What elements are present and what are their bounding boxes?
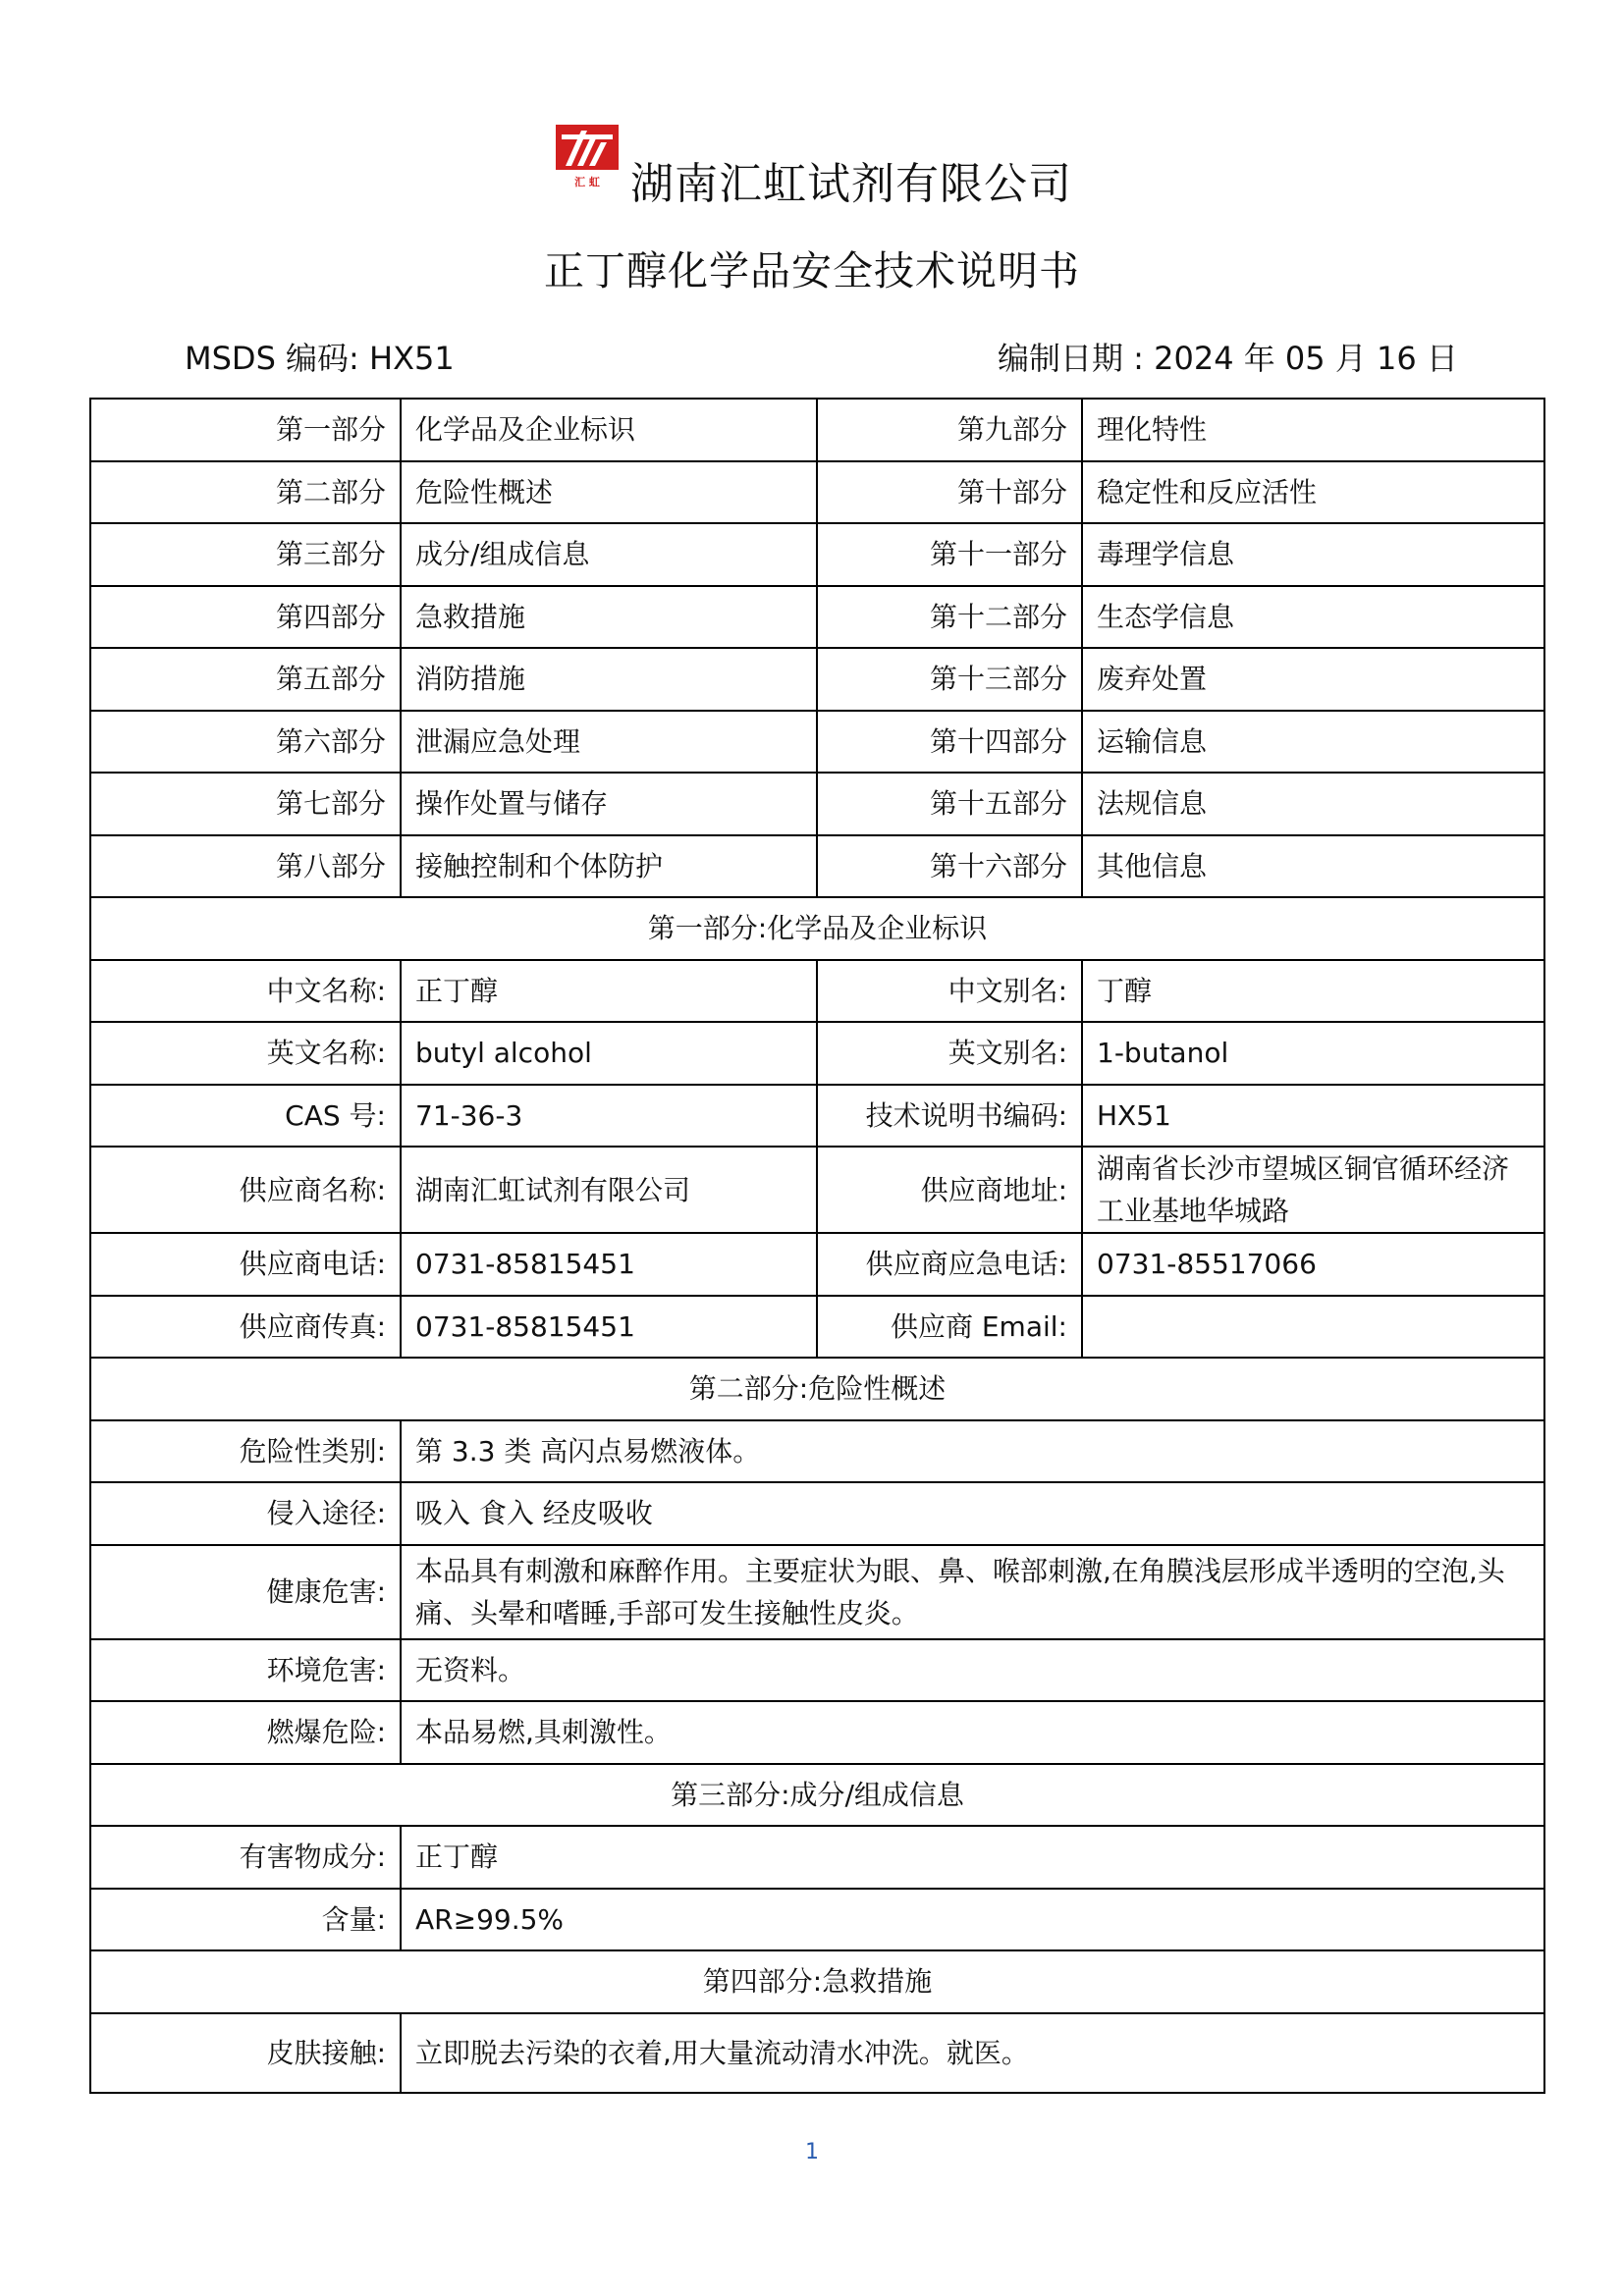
field-value: 0731-85815451	[401, 1233, 817, 1296]
toc-title: 运输信息	[1082, 711, 1544, 774]
toc-row	[90, 586, 1544, 649]
field-label: 危险性类别:	[90, 1420, 401, 1483]
field-value: HX51	[1082, 1085, 1544, 1148]
field-label: 供应商 Email:	[817, 1296, 1082, 1359]
toc-part: 第十六部分	[817, 835, 1082, 898]
field-label: 技术说明书编码:	[817, 1085, 1082, 1148]
toc-part: 第二部分	[90, 461, 401, 524]
info-row	[90, 1085, 1544, 1148]
toc-row	[90, 773, 1544, 835]
toc-part: 第八部分	[90, 835, 401, 898]
field-value: butyl alcohol	[401, 1022, 817, 1085]
toc-part: 第三部分	[90, 523, 401, 586]
field-value: 71-36-3	[401, 1085, 817, 1148]
field-label: 供应商应急电话:	[817, 1233, 1082, 1296]
field-value: AR≥99.5%	[401, 1889, 1544, 1951]
section-heading-row	[90, 1764, 1544, 1827]
section3-heading: 第三部分:成分/组成信息	[90, 1764, 1544, 1827]
toc-title: 操作处置与储存	[401, 773, 817, 835]
field-value: 立即脱去污染的衣着,用大量流动清水冲洗。就医。	[401, 2013, 1544, 2093]
toc-title: 法规信息	[1082, 773, 1544, 835]
field-value: 本品易燃,具刺激性。	[401, 1701, 1544, 1764]
composition-row	[90, 1889, 1544, 1951]
toc-title: 消防措施	[401, 648, 817, 711]
msds-code-value: HX51	[369, 340, 455, 377]
msds-code	[185, 334, 455, 379]
company-header	[0, 116, 1624, 214]
toc-part: 第七部分	[90, 773, 401, 835]
toc-part: 第十二部分	[817, 586, 1082, 649]
document-title: 正丁醇化学品安全技术说明书	[544, 247, 1080, 294]
field-value: 正丁醇	[401, 960, 817, 1023]
toc-title: 理化特性	[1082, 399, 1544, 461]
msds-table	[89, 398, 1545, 2094]
field-label: CAS 号:	[90, 1085, 401, 1148]
toc-part: 第十部分	[817, 461, 1082, 524]
composition-row	[90, 1826, 1544, 1889]
field-label: 侵入途径:	[90, 1482, 401, 1545]
field-label: 环境危害:	[90, 1639, 401, 1702]
hazard-row	[90, 1701, 1544, 1764]
section-heading-row	[90, 897, 1544, 960]
field-value: 0731-85815451	[401, 1296, 817, 1359]
toc-title: 成分/组成信息	[401, 523, 817, 586]
toc-title: 接触控制和个体防护	[401, 835, 817, 898]
field-value: 无资料。	[401, 1639, 1544, 1702]
field-value: 正丁醇	[401, 1826, 1544, 1889]
field-label: 英文名称:	[90, 1022, 401, 1085]
field-label: 供应商地址:	[817, 1147, 1082, 1233]
page-number: 1	[805, 2140, 819, 2164]
hazard-row	[90, 1420, 1544, 1483]
toc-row	[90, 461, 1544, 524]
section-heading-row	[90, 1358, 1544, 1420]
field-value: 本品具有刺激和麻醉作用。主要症状为眼、鼻、喉部刺激,在角膜浅层形成半透明的空泡,头痛、头晕和嗜睡,手部可发生接触性皮炎。	[401, 1545, 1544, 1639]
field-label: 中文别名:	[817, 960, 1082, 1023]
toc-row	[90, 835, 1544, 898]
toc-part: 第五部分	[90, 648, 401, 711]
toc-part: 第十四部分	[817, 711, 1082, 774]
info-row	[90, 1147, 1544, 1233]
hazard-row	[90, 1545, 1544, 1639]
msds-code-label: MSDS 编码:	[185, 340, 359, 377]
hazard-row	[90, 1482, 1544, 1545]
company-name: 湖南汇虹试剂有限公司	[630, 159, 1072, 209]
field-label: 燃爆危险:	[90, 1701, 401, 1764]
field-label: 含量:	[90, 1889, 401, 1951]
toc-part: 第六部分	[90, 711, 401, 774]
toc-title: 其他信息	[1082, 835, 1544, 898]
section4-heading: 第四部分:急救措施	[90, 1950, 1544, 2013]
toc-part: 第四部分	[90, 586, 401, 649]
field-value: 1-butanol	[1082, 1022, 1544, 1085]
info-row	[90, 960, 1544, 1023]
toc-title: 急救措施	[401, 586, 817, 649]
field-label: 供应商传真:	[90, 1296, 401, 1359]
toc-part: 第九部分	[817, 399, 1082, 461]
compile-date-value: 2024 年 05 月 16 日	[1154, 340, 1458, 377]
toc-title: 废弃处置	[1082, 648, 1544, 711]
field-value: 第 3.3 类 高闪点易燃液体。	[401, 1420, 1544, 1483]
section1-heading: 第一部分:化学品及企业标识	[90, 897, 1544, 960]
field-label: 健康危害:	[90, 1545, 401, 1639]
toc-title: 稳定性和反应活性	[1082, 461, 1544, 524]
field-label: 有害物成分:	[90, 1826, 401, 1889]
toc-row	[90, 648, 1544, 711]
hazard-row	[90, 1639, 1544, 1702]
toc-part: 第一部分	[90, 399, 401, 461]
toc-part: 第十三部分	[817, 648, 1082, 711]
toc-row	[90, 523, 1544, 586]
field-label: 中文名称:	[90, 960, 401, 1023]
info-row	[90, 1022, 1544, 1085]
svg-text:汇 虹: 汇 虹	[574, 176, 600, 188]
field-value: 0731-85517066	[1082, 1233, 1544, 1296]
toc-row	[90, 711, 1544, 774]
section2-heading: 第二部分:危险性概述	[90, 1358, 1544, 1420]
compile-date	[998, 334, 1458, 379]
company-logo-icon	[552, 121, 623, 191]
field-value: 吸入 食入 经皮吸收	[401, 1482, 1544, 1545]
toc-title: 生态学信息	[1082, 586, 1544, 649]
field-value: 湖南汇虹试剂有限公司	[401, 1147, 817, 1233]
toc-part: 第十一部分	[817, 523, 1082, 586]
first-aid-row	[90, 2013, 1544, 2093]
toc-title: 化学品及企业标识	[401, 399, 817, 461]
field-label: 皮肤接触:	[90, 2013, 401, 2093]
field-value	[1082, 1296, 1544, 1359]
section-heading-row	[90, 1950, 1544, 2013]
toc-title: 泄漏应急处理	[401, 711, 817, 774]
toc-title: 危险性概述	[401, 461, 817, 524]
info-row	[90, 1296, 1544, 1359]
compile-date-label: 编制日期 :	[998, 340, 1144, 377]
field-label: 供应商名称:	[90, 1147, 401, 1233]
toc-title: 毒理学信息	[1082, 523, 1544, 586]
toc-part: 第十五部分	[817, 773, 1082, 835]
info-row	[90, 1233, 1544, 1296]
field-label: 英文别名:	[817, 1022, 1082, 1085]
toc-row	[90, 399, 1544, 461]
field-label: 供应商电话:	[90, 1233, 401, 1296]
field-value: 丁醇	[1082, 960, 1544, 1023]
supplier-address: 湖南省长沙市望城区铜官循环经济工业基地华城路	[1082, 1147, 1544, 1233]
